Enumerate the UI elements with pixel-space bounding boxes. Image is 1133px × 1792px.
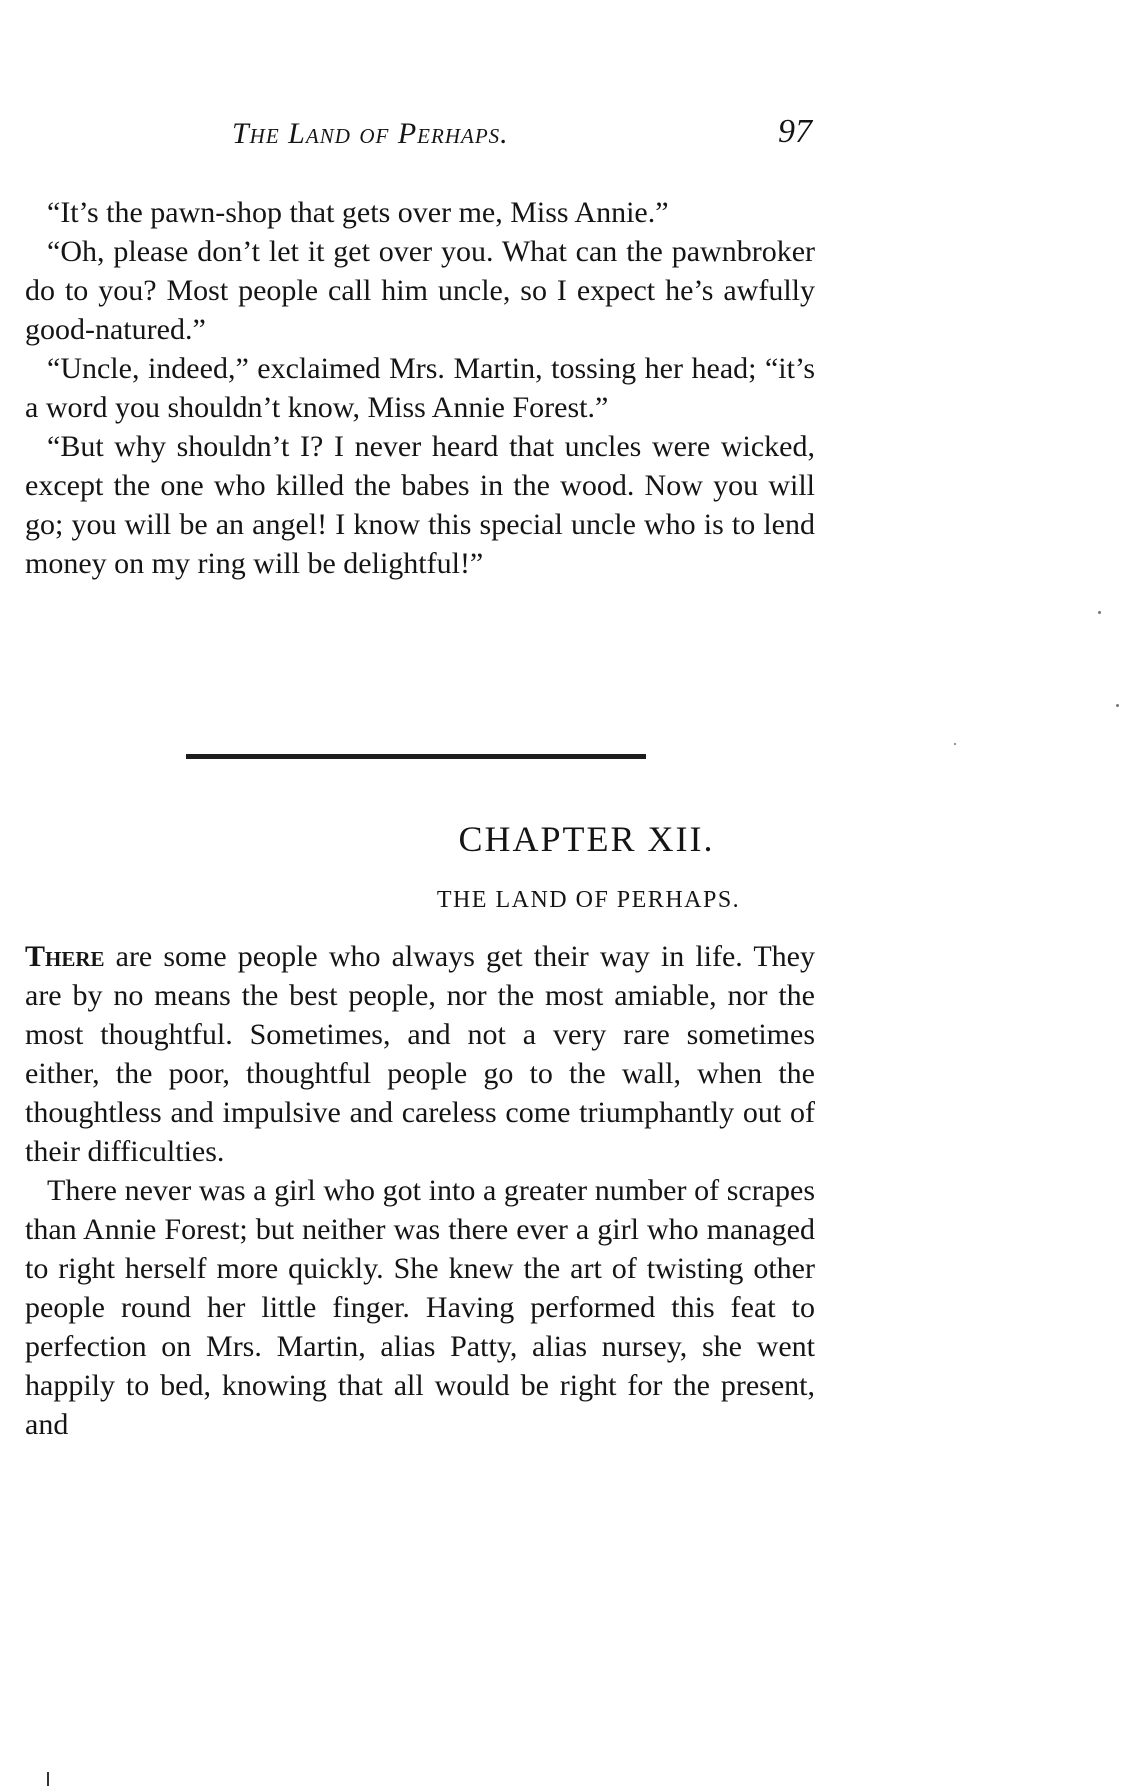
chapter-body: [25, 937, 815, 1444]
chapter-heading: CHAPTER XII.: [458, 819, 715, 859]
margin-mark: [47, 1772, 49, 1786]
chapter-opening-word: There: [25, 940, 105, 973]
chapter-paragraph-text: are some people who always get their way in life. They are by no means the best people, nor the most amiable, nor the most thoughtful. Sometimes, and not a very rare sometimes either, the poor, thoughtful people go to the wall, when the thoughtless and impulsive and careless come triumphantly out of their difficulties.: [25, 940, 815, 1168]
chapter-divider-rule: [186, 754, 646, 759]
dialogue-paragraph: “Oh, please don’t let it get over you. What can the pawnbroker do to you? Most people call him uncle, so I expect he’s awfully good-natured.”: [25, 235, 815, 346]
page-number: 97: [778, 113, 812, 150]
chapter-subtitle: THE LAND OF PERHAPS.: [436, 887, 741, 913]
scan-speck: [1116, 704, 1119, 707]
scan-speck: [954, 743, 956, 745]
dialogue-paragraph: “It’s the pawn-shop that gets over me, Miss Annie.”: [47, 196, 669, 229]
chapter-paragraph: [25, 937, 815, 1171]
chapter-paragraph: There never was a girl who got into a greater number of scrapes than Annie Forest; but neither was there ever a girl who managed to right herself more quickly. She knew the art of twisting other people round her little finger. Having performed this feat to perfection on Mrs. Martin, alias Patty, alias nursey, she went happily to bed, knowing that all would be right for the present, and: [25, 1174, 815, 1441]
running-title: The Land of Perhaps.: [232, 117, 509, 150]
dialogue-paragraph: “Uncle, indeed,” exclaimed Mrs. Martin, tossing her head; “it’s a word you shouldn’t know, Miss Annie Forest.”: [25, 352, 815, 424]
scan-speck: [1098, 611, 1101, 614]
dialogue-section: [25, 193, 815, 583]
dialogue-paragraph: “But why shouldn’t I? I never heard that uncles were wicked, except the one who killed the babes in the wood. Now you will go; you will be an angel! I know this special uncle who is to lend money on my ring will be delightful!”: [25, 430, 815, 580]
running-head: [0, 113, 1133, 163]
